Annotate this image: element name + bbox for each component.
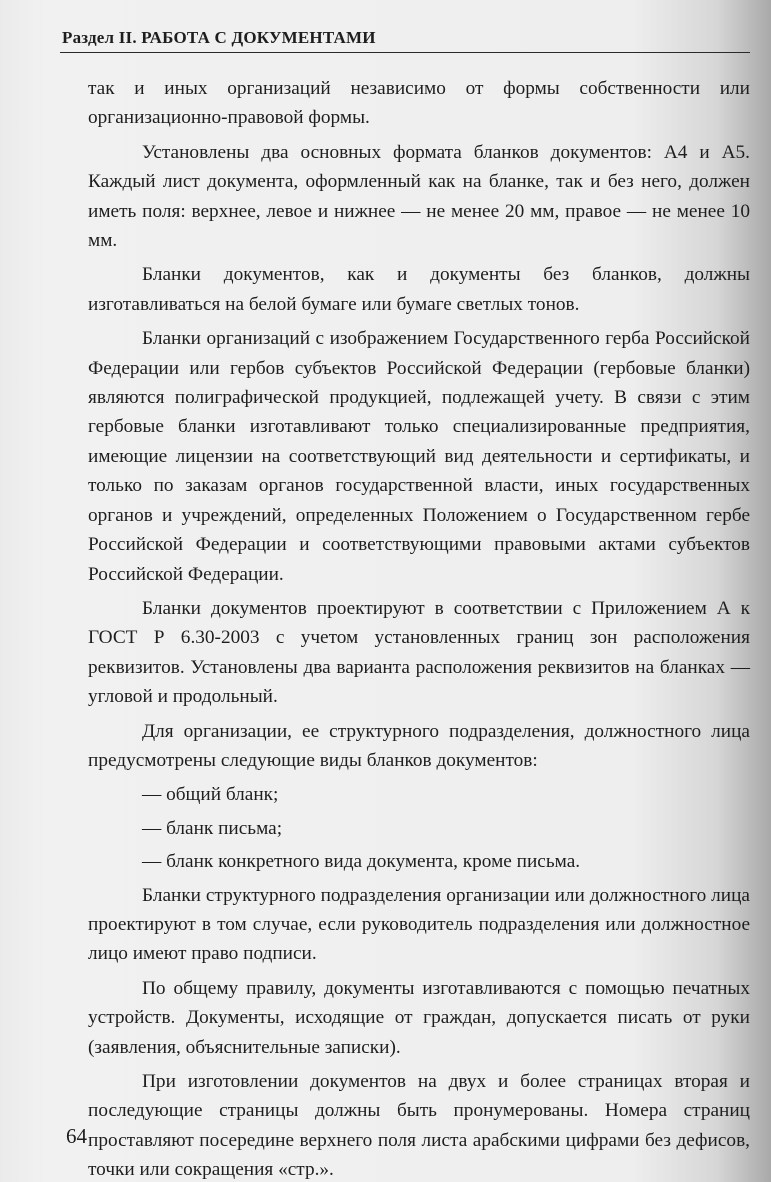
paragraph: Бланки документов, как и документы без бланков, должны изготавливаться на белой бумаге или бумаге светлых тонов. bbox=[88, 264, 750, 315]
list-item: — бланк письма; bbox=[142, 817, 283, 839]
paragraph: так и иных организаций независимо от формы собственности или организационно-правовой формы. bbox=[88, 78, 750, 129]
paragraph: Бланки документов проектируют в соответствии с Приложением А к ГОСТ Р 6.30-2003 с учетом установленных границ зон расположения реквизитов. Установлены два варианта расположения реквизитов на бланках — угловой и продольный. bbox=[88, 597, 750, 708]
header-rule bbox=[60, 52, 750, 53]
paragraph: По общему правилу, документы изготавливаются с помощью печатных устройств. Документы, исходящие от граждан, допускается писать от руки (заявления, объяснительные записки). bbox=[88, 977, 750, 1058]
paragraph: При изготовлении документов на двух и более страницах вторая и последующие страницы должны быть пронумерованы. Номера страниц проставляют посередине верхнего поля листа арабскими цифрами без дефисов, точки или сокращения «стр.». bbox=[88, 1071, 750, 1181]
body-text bbox=[88, 74, 750, 1182]
list-item: — общий бланк; bbox=[142, 784, 279, 806]
paragraph: Для организации, ее структурного подразделения, должностного лица предусмотрены следующие виды бланков документов: bbox=[88, 720, 750, 771]
paragraph: Бланки организаций с изображением Государственного герба Российской Федерации или гербов субъектов Российской Федерации (гербовые бланки) являются полиграфической продукцией, подлежащей учету. В связи с этим гербовые бланки изготавливают только специализированные предприятия, имеющие лицензии на соответствующий вид деятельности и сертификаты, и только по заказам органов государственной власти, иных государственных органов и учреждений, определенных Положением о Государственном гербе Российской Федерации и соответствующими правовыми актами субъектов Российской Федерации. bbox=[88, 328, 750, 585]
list-item: — бланк конкретного вида документа, кроме письма. bbox=[142, 851, 581, 873]
page-number: 64 bbox=[66, 1124, 87, 1148]
paragraph: Установлены два основных формата бланков документов: А4 и А5. Каждый лист документа, оформленный как на бланке, так и без него, должен иметь поля: верхнее, левое и нижнее — не менее 20 мм, правое — не менее 10 мм. bbox=[88, 141, 750, 252]
paragraph: Бланки структурного подразделения организации или должностного лица проектируют в том случае, если руководитель подразделения или должностное лицо имеют право подписи. bbox=[88, 884, 750, 965]
running-head: Раздел II. РАБОТА С ДОКУМЕНТАМИ bbox=[62, 28, 376, 47]
